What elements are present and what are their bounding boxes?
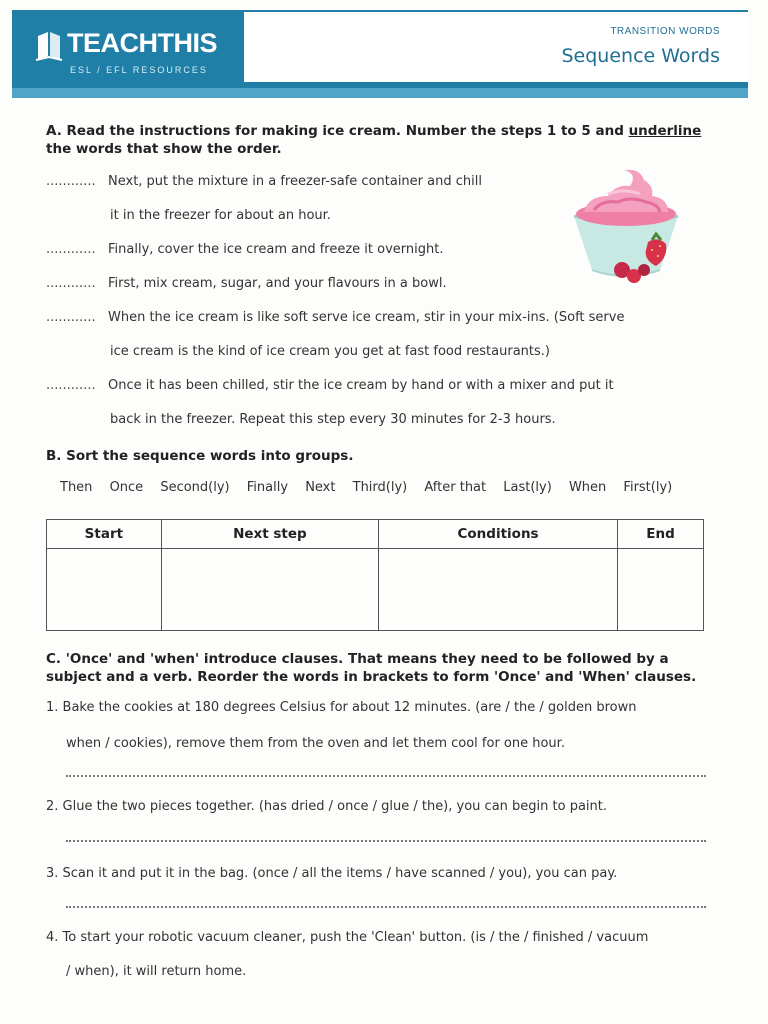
header-stripe	[12, 88, 748, 98]
step-text: Next, put the mixture in a freezer-safe container and chill	[108, 174, 482, 189]
step-4-continued: ice cream is the kind of ice cream you get at fast food restaurants.)	[110, 344, 550, 359]
word-bank-item: When	[568, 480, 607, 495]
answer-line-3[interactable]	[66, 906, 706, 908]
number-blank[interactable]: ............	[46, 242, 96, 257]
question-3: 3. Scan it and put it in the bag. (once / all the items / have scanned / you), you can pay.	[46, 866, 618, 881]
section-c-title-line-2: subject and a verb. Reorder the words in brackets to form 'Once' and 'When' clauses.	[46, 669, 697, 685]
topic-kicker: TRANSITION WORDS	[610, 26, 720, 37]
teachthis-logo	[34, 28, 234, 84]
underline-word: underline	[628, 123, 702, 139]
section-a-title-text: A. Read the instructions for making ice cream. Number the steps 1 to 5 and	[46, 123, 629, 139]
step-text: Finally, cover the ice cream and freeze it overnight.	[108, 242, 444, 257]
column-start: Start	[47, 520, 162, 549]
number-blank[interactable]: ............	[46, 310, 96, 325]
question-2: 2. Glue the two pieces together. (has dried / once / glue / the), you can begin to paint.	[46, 799, 607, 814]
column-next-step: Next step	[161, 520, 378, 549]
step-text: Once it has been chilled, stir the ice cream by hand or with a mixer and put it	[108, 378, 614, 393]
answer-line-1[interactable]	[66, 775, 706, 777]
worksheet-title: Sequence Words	[561, 45, 720, 67]
step-1	[46, 173, 482, 191]
question-4-continued: / when), it will return home.	[66, 964, 247, 979]
sort-table-row	[47, 549, 704, 631]
word-bank-item: Finally	[246, 480, 289, 495]
section-c-title-line-1: C. 'Once' and 'when' introduce clauses. That means they need to be followed by a	[46, 651, 669, 667]
step-5-continued: back in the freezer. Repeat this step every 30 minutes for 2-3 hours.	[110, 412, 556, 427]
section-a-title	[46, 122, 701, 158]
step-text: When the ice cream is like soft serve ice cream, stir in your mix-ins. (Soft serve	[108, 310, 625, 325]
start-cell[interactable]	[47, 549, 162, 631]
sort-table	[46, 519, 704, 631]
brand-name: TEACHTHIS	[67, 28, 217, 58]
step-3	[46, 275, 447, 293]
next-step-cell[interactable]	[161, 549, 378, 631]
word-bank-item: First(ly)	[623, 480, 673, 495]
step-5	[46, 377, 614, 395]
section-a-title-text-2: the words that show the order.	[46, 141, 282, 157]
section-c-title	[46, 650, 696, 686]
question-1: 1. Bake the cookies at 180 degrees Celsius for about 12 minutes. (are / the / golden brown	[46, 700, 637, 715]
word-bank-item: Third(ly)	[352, 480, 408, 495]
number-blank[interactable]: ............	[46, 276, 96, 291]
step-2	[46, 241, 443, 259]
answer-line-2[interactable]	[66, 840, 706, 842]
word-bank-item: Next	[305, 480, 336, 495]
number-blank[interactable]: ............	[46, 378, 96, 393]
worksheet-header	[12, 10, 748, 98]
number-blank[interactable]: ............	[46, 174, 96, 189]
column-end: End	[618, 520, 704, 549]
conditions-cell[interactable]	[379, 549, 618, 631]
word-bank	[60, 480, 685, 495]
step-text: First, mix cream, sugar, and your flavours in a bowl.	[108, 276, 447, 291]
word-bank-item: Then	[60, 480, 93, 495]
column-conditions: Conditions	[379, 520, 618, 549]
section-b-title: B. Sort the sequence words into groups.	[46, 448, 354, 464]
brand-subtitle: ESL / EFL RESOURCES	[70, 65, 208, 75]
sort-table-header	[47, 520, 704, 549]
step-4	[46, 309, 624, 327]
word-bank-item: Last(ly)	[503, 480, 552, 495]
word-bank-item: Once	[109, 480, 144, 495]
question-1-continued: when / cookies), remove them from the oven and let them cool for one hour.	[66, 736, 565, 751]
question-4: 4. To start your robotic vacuum cleaner, push the 'Clean' button. (is / the / finished / vacuum	[46, 930, 649, 945]
word-bank-item: After that	[424, 480, 487, 495]
step-1-continued: it in the freezer for about an hour.	[110, 208, 331, 223]
end-cell[interactable]	[618, 549, 704, 631]
ice-cream-illustration	[568, 166, 684, 290]
header-title-panel	[244, 12, 748, 82]
word-bank-item: Second(ly)	[160, 480, 230, 495]
book-icon	[34, 30, 64, 64]
